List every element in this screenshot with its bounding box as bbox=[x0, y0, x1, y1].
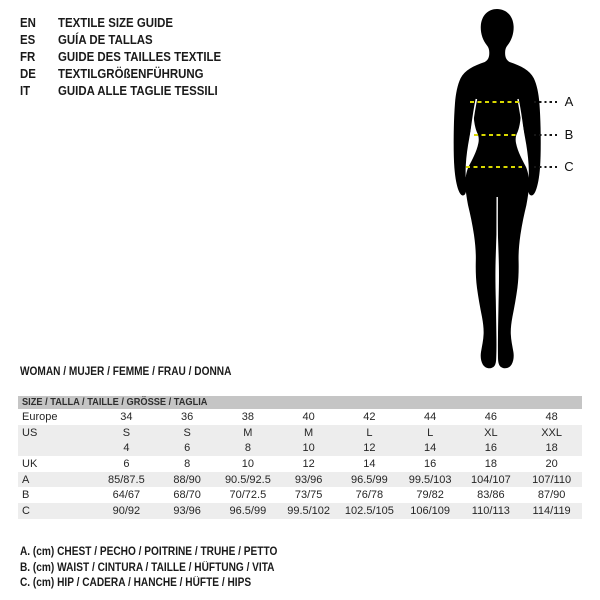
cell: 93/96 bbox=[173, 504, 201, 517]
cell: 6 bbox=[184, 442, 191, 455]
row-label: A bbox=[22, 473, 30, 486]
woman-silhouette bbox=[430, 0, 575, 380]
lang-label: TEXTILE SIZE GUIDE bbox=[58, 15, 174, 30]
lang-code: EN bbox=[20, 15, 36, 30]
cell: 79/82 bbox=[416, 489, 444, 502]
table-row-europe bbox=[18, 409, 582, 425]
cell: 12 bbox=[302, 457, 315, 470]
cell: 88/90 bbox=[173, 473, 201, 486]
lang-row-es bbox=[20, 31, 243, 48]
cell: 99.5/103 bbox=[408, 473, 452, 486]
table-row-us-letters bbox=[18, 425, 582, 441]
cell: S bbox=[183, 426, 191, 439]
cell: 68/70 bbox=[173, 489, 201, 502]
cell: 10 bbox=[241, 457, 254, 470]
hip-connector-line bbox=[534, 166, 558, 168]
cell: 18 bbox=[484, 457, 497, 470]
cell: 20 bbox=[545, 457, 558, 470]
cell: 106/109 bbox=[410, 504, 450, 517]
lang-label: GUIDE DES TAILLES TEXTILE bbox=[58, 49, 222, 64]
cell: 4 bbox=[123, 442, 130, 455]
chest-measure-line bbox=[470, 101, 520, 103]
section-title: WOMAN / MUJER / FEMME / FRAU / DONNA bbox=[20, 366, 232, 378]
cell: 14 bbox=[363, 457, 376, 470]
lang-row-en bbox=[20, 14, 243, 31]
row-label: US bbox=[22, 426, 38, 439]
row-label: Europe bbox=[22, 410, 58, 423]
cell: 90.5/92.5 bbox=[224, 473, 271, 486]
cell: 104/107 bbox=[470, 473, 511, 486]
cell: 8 bbox=[244, 442, 251, 455]
cell: 70/72.5 bbox=[229, 489, 267, 502]
waist-connector-line bbox=[534, 134, 558, 136]
cell: 76/78 bbox=[355, 489, 384, 502]
legend-chest: A. (cm) CHEST / PECHO / POITRINE / TRUHE / PETTO bbox=[20, 546, 278, 558]
lang-label: GUIDA ALLE TAGLIE TESSILI bbox=[58, 83, 218, 98]
hip-measure-line bbox=[466, 166, 522, 168]
cell: 16 bbox=[424, 457, 437, 470]
table-row-uk bbox=[18, 456, 582, 472]
cell: 85/87.5 bbox=[108, 473, 145, 486]
cell: 102.5/105 bbox=[344, 504, 394, 517]
cell: S bbox=[122, 426, 131, 439]
cell: 114/119 bbox=[532, 504, 571, 517]
cell: 96.5/99 bbox=[351, 473, 388, 486]
row-label: UK bbox=[22, 457, 38, 470]
lang-row-de bbox=[20, 65, 243, 82]
lang-code: IT bbox=[20, 83, 31, 98]
row-label: B bbox=[22, 489, 30, 502]
chest-marker-label: A bbox=[564, 94, 574, 109]
cell: 10 bbox=[302, 442, 315, 455]
size-table-header-bar: SIZE / TALLA / TAILLE / GRÖSSE / TAGLIA bbox=[18, 396, 582, 409]
lang-label: TEXTILGRÖßENFÜHRUNG bbox=[58, 66, 204, 81]
cell: XXL bbox=[541, 426, 563, 439]
legend-hip: C. (cm) HIP / CADERA / HANCHE / HÜFTE / HIPS bbox=[20, 577, 252, 589]
cell: 36 bbox=[181, 410, 194, 423]
cell: 12 bbox=[363, 442, 376, 455]
waist-marker-label: B bbox=[564, 127, 574, 142]
cell: 6 bbox=[123, 457, 130, 470]
cell: 73/75 bbox=[294, 489, 323, 502]
lang-label: GUÍA DE TALLAS bbox=[58, 32, 153, 47]
cell: 16 bbox=[484, 442, 497, 455]
cell: XL bbox=[484, 426, 498, 439]
size-table bbox=[18, 396, 582, 519]
measurement-legend bbox=[20, 545, 312, 592]
cell: 44 bbox=[424, 410, 437, 423]
cell: 87/90 bbox=[537, 489, 566, 502]
cell: 93/96 bbox=[294, 473, 323, 486]
legend-waist: B. (cm) WAIST / CINTURA / TAILLE / HÜFTUNG / VITA bbox=[20, 561, 275, 574]
cell: 110/113 bbox=[471, 504, 510, 517]
cell: 8 bbox=[184, 457, 191, 470]
hip-marker-label: C bbox=[564, 159, 574, 174]
table-row-waist-b bbox=[18, 487, 582, 503]
table-row-hip-c bbox=[18, 503, 582, 519]
lang-row-it bbox=[20, 82, 243, 99]
cell: 90/92 bbox=[112, 504, 141, 517]
cell: L bbox=[366, 426, 373, 439]
cell: 48 bbox=[545, 410, 558, 423]
cell: 18 bbox=[545, 442, 558, 455]
lang-row-fr bbox=[20, 48, 243, 65]
waist-measure-line bbox=[474, 134, 519, 136]
table-row-us-numbers bbox=[18, 440, 582, 456]
table-row-chest-a bbox=[18, 472, 582, 488]
row-label: C bbox=[22, 504, 30, 517]
cell: M bbox=[243, 426, 253, 439]
cell: 46 bbox=[484, 410, 497, 423]
cell: 34 bbox=[120, 410, 133, 423]
cell: 14 bbox=[424, 442, 437, 455]
cell: 96.5/99 bbox=[229, 504, 267, 517]
cell: L bbox=[427, 426, 434, 439]
cell: 107/110 bbox=[532, 473, 572, 486]
cell: 42 bbox=[363, 410, 376, 423]
lang-code: ES bbox=[20, 32, 36, 47]
lang-code: FR bbox=[20, 49, 36, 64]
chest-connector-line bbox=[534, 101, 558, 103]
cell: 83/86 bbox=[477, 489, 505, 502]
cell: 99.5/102 bbox=[287, 504, 331, 517]
cell: 40 bbox=[302, 410, 315, 423]
cell: 64/67 bbox=[112, 489, 141, 502]
cell: M bbox=[304, 426, 314, 439]
cell: 38 bbox=[241, 410, 254, 423]
language-guide-list bbox=[20, 14, 243, 99]
lang-code: DE bbox=[20, 66, 36, 81]
